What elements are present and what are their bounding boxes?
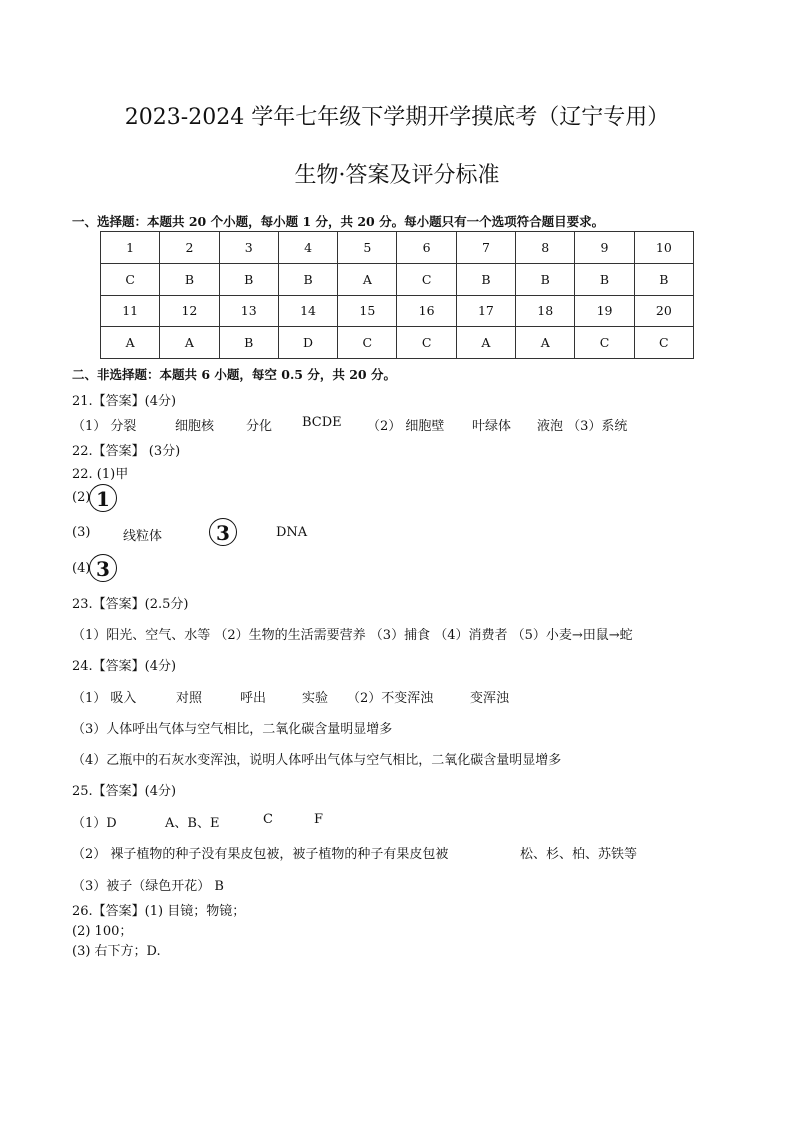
q25-heading: 25.【答案】(4分) — [72, 784, 177, 799]
table-cell: 13 — [219, 295, 278, 327]
table-cell: 11 — [101, 295, 160, 327]
table-cell: 16 — [397, 295, 456, 327]
q21-heading: 21.【答案】(4分) — [72, 394, 177, 409]
q26-line2: (2) 100； — [72, 924, 133, 939]
q22-l3-circled-number — [209, 518, 237, 546]
q24-part4: 实验 — [302, 691, 329, 706]
q22-l3-label: (3) — [72, 525, 91, 540]
q21-part1: （1） 分裂 — [72, 419, 137, 434]
q25-part3: C — [263, 812, 273, 827]
section-1-heading: 一、选择题：本题共 20 个小题，每小题 1 分，共 20 分。每小题只有一个选项符合题目要求。 — [72, 214, 605, 229]
q22-l2-label: (2) — [72, 490, 91, 505]
q24-part6: 变浑浊 — [470, 691, 510, 706]
q25-line2b: 松、杉、柏、苏铁等 — [520, 847, 638, 862]
table-cell: 1 — [101, 232, 160, 264]
table-cell: B — [575, 263, 634, 295]
table-cell: B — [278, 263, 337, 295]
table-cell: A — [101, 327, 160, 359]
table-cell: 14 — [278, 295, 337, 327]
table-cell: 17 — [456, 295, 515, 327]
table-cell: 15 — [338, 295, 397, 327]
q24-heading: 24.【答案】(4分) — [72, 659, 177, 674]
q21-part2: 细胞核 — [175, 419, 215, 434]
table-cell: B — [219, 327, 278, 359]
table-cell: C — [397, 263, 456, 295]
q22-heading: 22.【答案】 (3分) — [72, 444, 181, 459]
table-cell: A — [160, 327, 219, 359]
table-cell: 19 — [575, 295, 634, 327]
q23-line: （1）阳光、空气、水等 （2）生物的生活需要营养 （3）捕食 （4）消费者 （5）小麦→田鼠→蛇 — [72, 628, 633, 643]
table-cell: A — [338, 263, 397, 295]
table-cell: B — [516, 263, 575, 295]
q26-line3: (3) 右下方；D. — [72, 944, 161, 959]
q21-part4: BCDE — [302, 415, 342, 430]
q22-line1: 22. (1)甲 — [72, 467, 129, 482]
table-cell: B — [219, 263, 278, 295]
q21-part3: 分化 — [246, 419, 273, 434]
q22-l4-circled-number — [89, 554, 117, 582]
q24-line2: （3）人体呼出气体与空气相比，二氧化碳含量明显增多 — [72, 722, 393, 737]
table-cell: 7 — [456, 232, 515, 264]
table-row — [101, 295, 694, 327]
circled-number: 3 — [89, 554, 117, 582]
q25-part1: （1）D — [72, 816, 117, 831]
table-cell: A — [456, 327, 515, 359]
table-cell: 18 — [516, 295, 575, 327]
q26-heading: 26.【答案】(1) 目镜；物镜； — [72, 904, 246, 919]
q22-l2-circled-number — [89, 484, 117, 512]
table-row — [101, 263, 694, 295]
table-cell: C — [338, 327, 397, 359]
q24-part5: （2）不变浑浊 — [347, 691, 434, 706]
q21-part7: 液泡 （3）系统 — [537, 419, 628, 434]
table-cell: B — [160, 263, 219, 295]
table-cell: 10 — [634, 232, 693, 264]
table-cell: 8 — [516, 232, 575, 264]
table-cell: 5 — [338, 232, 397, 264]
answer-table — [100, 231, 694, 359]
table-cell: C — [575, 327, 634, 359]
q24-part1: （1） 吸入 — [72, 691, 137, 706]
q24-line3: （4）乙瓶中的石灰水变浑浊，说明人体呼出气体与空气相比，二氧化碳含量明显增多 — [72, 753, 562, 768]
table-cell: B — [456, 263, 515, 295]
table-cell: C — [101, 263, 160, 295]
table-cell: 12 — [160, 295, 219, 327]
circled-number: 3 — [209, 518, 237, 546]
table-cell: A — [516, 327, 575, 359]
q25-part4: F — [314, 812, 324, 827]
section-2-heading: 二、非选择题：本题共 6 小题，每空 0.5 分，共 20 分。 — [72, 367, 396, 382]
table-cell: 3 — [219, 232, 278, 264]
q23-heading: 23.【答案】(2.5分) — [72, 597, 189, 612]
table-cell: 4 — [278, 232, 337, 264]
q25-line3: （3）被子（绿色开花） B — [72, 879, 224, 894]
q25-line2a: （2） 裸子植物的种子没有果皮包被，被子植物的种子有果皮包被 — [72, 847, 449, 862]
page-subtitle: 生物·答案及评分标准 — [294, 163, 500, 188]
table-cell: 6 — [397, 232, 456, 264]
q22-l4-label: (4) — [72, 561, 91, 576]
q21-part6: 叶绿体 — [472, 419, 512, 434]
table-cell: C — [634, 327, 693, 359]
circled-number: 1 — [89, 484, 117, 512]
table-row — [101, 232, 694, 264]
table-cell: D — [278, 327, 337, 359]
q22-l3-text-b: DNA — [276, 525, 308, 540]
q22-l3-text-a: 线粒体 — [123, 529, 163, 544]
q24-part3: 呼出 — [240, 691, 267, 706]
table-cell: B — [634, 263, 693, 295]
table-cell: C — [397, 327, 456, 359]
page-title: 2023-2024 学年七年级下学期开学摸底考（辽宁专用） — [124, 105, 670, 130]
q21-part5: （2） 细胞壁 — [367, 419, 445, 434]
table-row — [101, 327, 694, 359]
table-cell: 2 — [160, 232, 219, 264]
table-cell: 20 — [634, 295, 693, 327]
q25-part2: A、B、E — [165, 816, 220, 831]
q24-part2: 对照 — [176, 691, 203, 706]
table-cell: 9 — [575, 232, 634, 264]
